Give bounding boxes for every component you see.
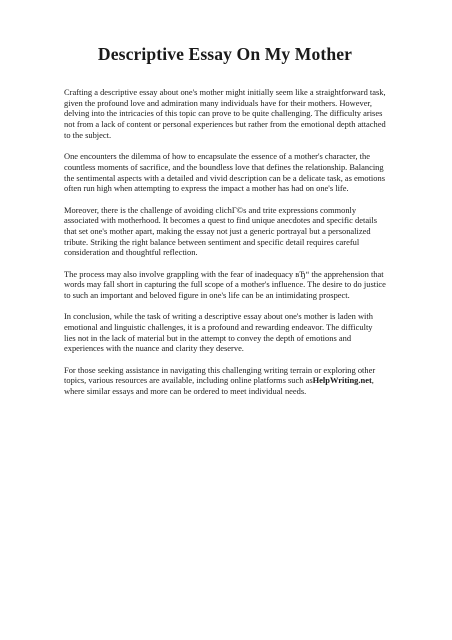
paragraph-4: The process may also involve grappling with the fear of inadequacy вЂ“ the apprehension that words may fall short in capturing the full scope of a mother's influence. The desire to do justice to such an important and beloved figure in one's life can be an intimidating prospect.: [64, 268, 386, 301]
brand-name: HelpWriting.net: [312, 375, 372, 386]
closing-text-after: , where similar essays and more can be ordered to meet individual needs.: [64, 375, 374, 397]
paragraph-1: Crafting a descriptive essay about one's mother might initially seem like a straightforward task, given the profound love and admiration many individuals have for their mothers. However, delving into the intricacies of this topic can prove to be quite challenging. The difficulty arises not from a lack of content or personal experiences but rather from the emotional depth attached to the subject.: [64, 87, 386, 140]
paragraph-2: One encounters the dilemma of how to encapsulate the essence of a mother's character, the countless moments of sacrifice, and the boundless love that defines the relationship. Balancing the sentimental aspects with a detailed and vivid description can be a delicate task, as emotions often run high when attempting to express the impact a mother has had on one's life.: [64, 151, 385, 194]
closing-paragraph: [64, 365, 386, 397]
document-body: [64, 87, 386, 397]
paragraph-5: In conclusion, while the task of writing a descriptive essay about one's mother is laden with emotional and linguistic challenges, it is a profound and rewarding endeavor. The difficulty lies not in the lack of material but in the attempt to convey the depth of emotions and experiences with the nuance and clarity they deserve.: [64, 311, 373, 354]
paragraph-3: Moreover, there is the challenge of avoiding clichГ©s and trite expressions commonly associated with motherhood. It becomes a quest to find unique anecdotes and specific details that set one's mother apart, making the essay not just a generic portrayal but a personalized tribute. Striking the right balance between sentiment and specific detail requires careful consideration and thoughtful reflection.: [64, 204, 378, 258]
closing-text-before: For those seeking assistance in navigating this challenging writing terrain or exploring other topics, various resources are available, including online platforms such as: [64, 364, 376, 386]
document-title: Descriptive Essay On My Mother: [97, 44, 353, 64]
